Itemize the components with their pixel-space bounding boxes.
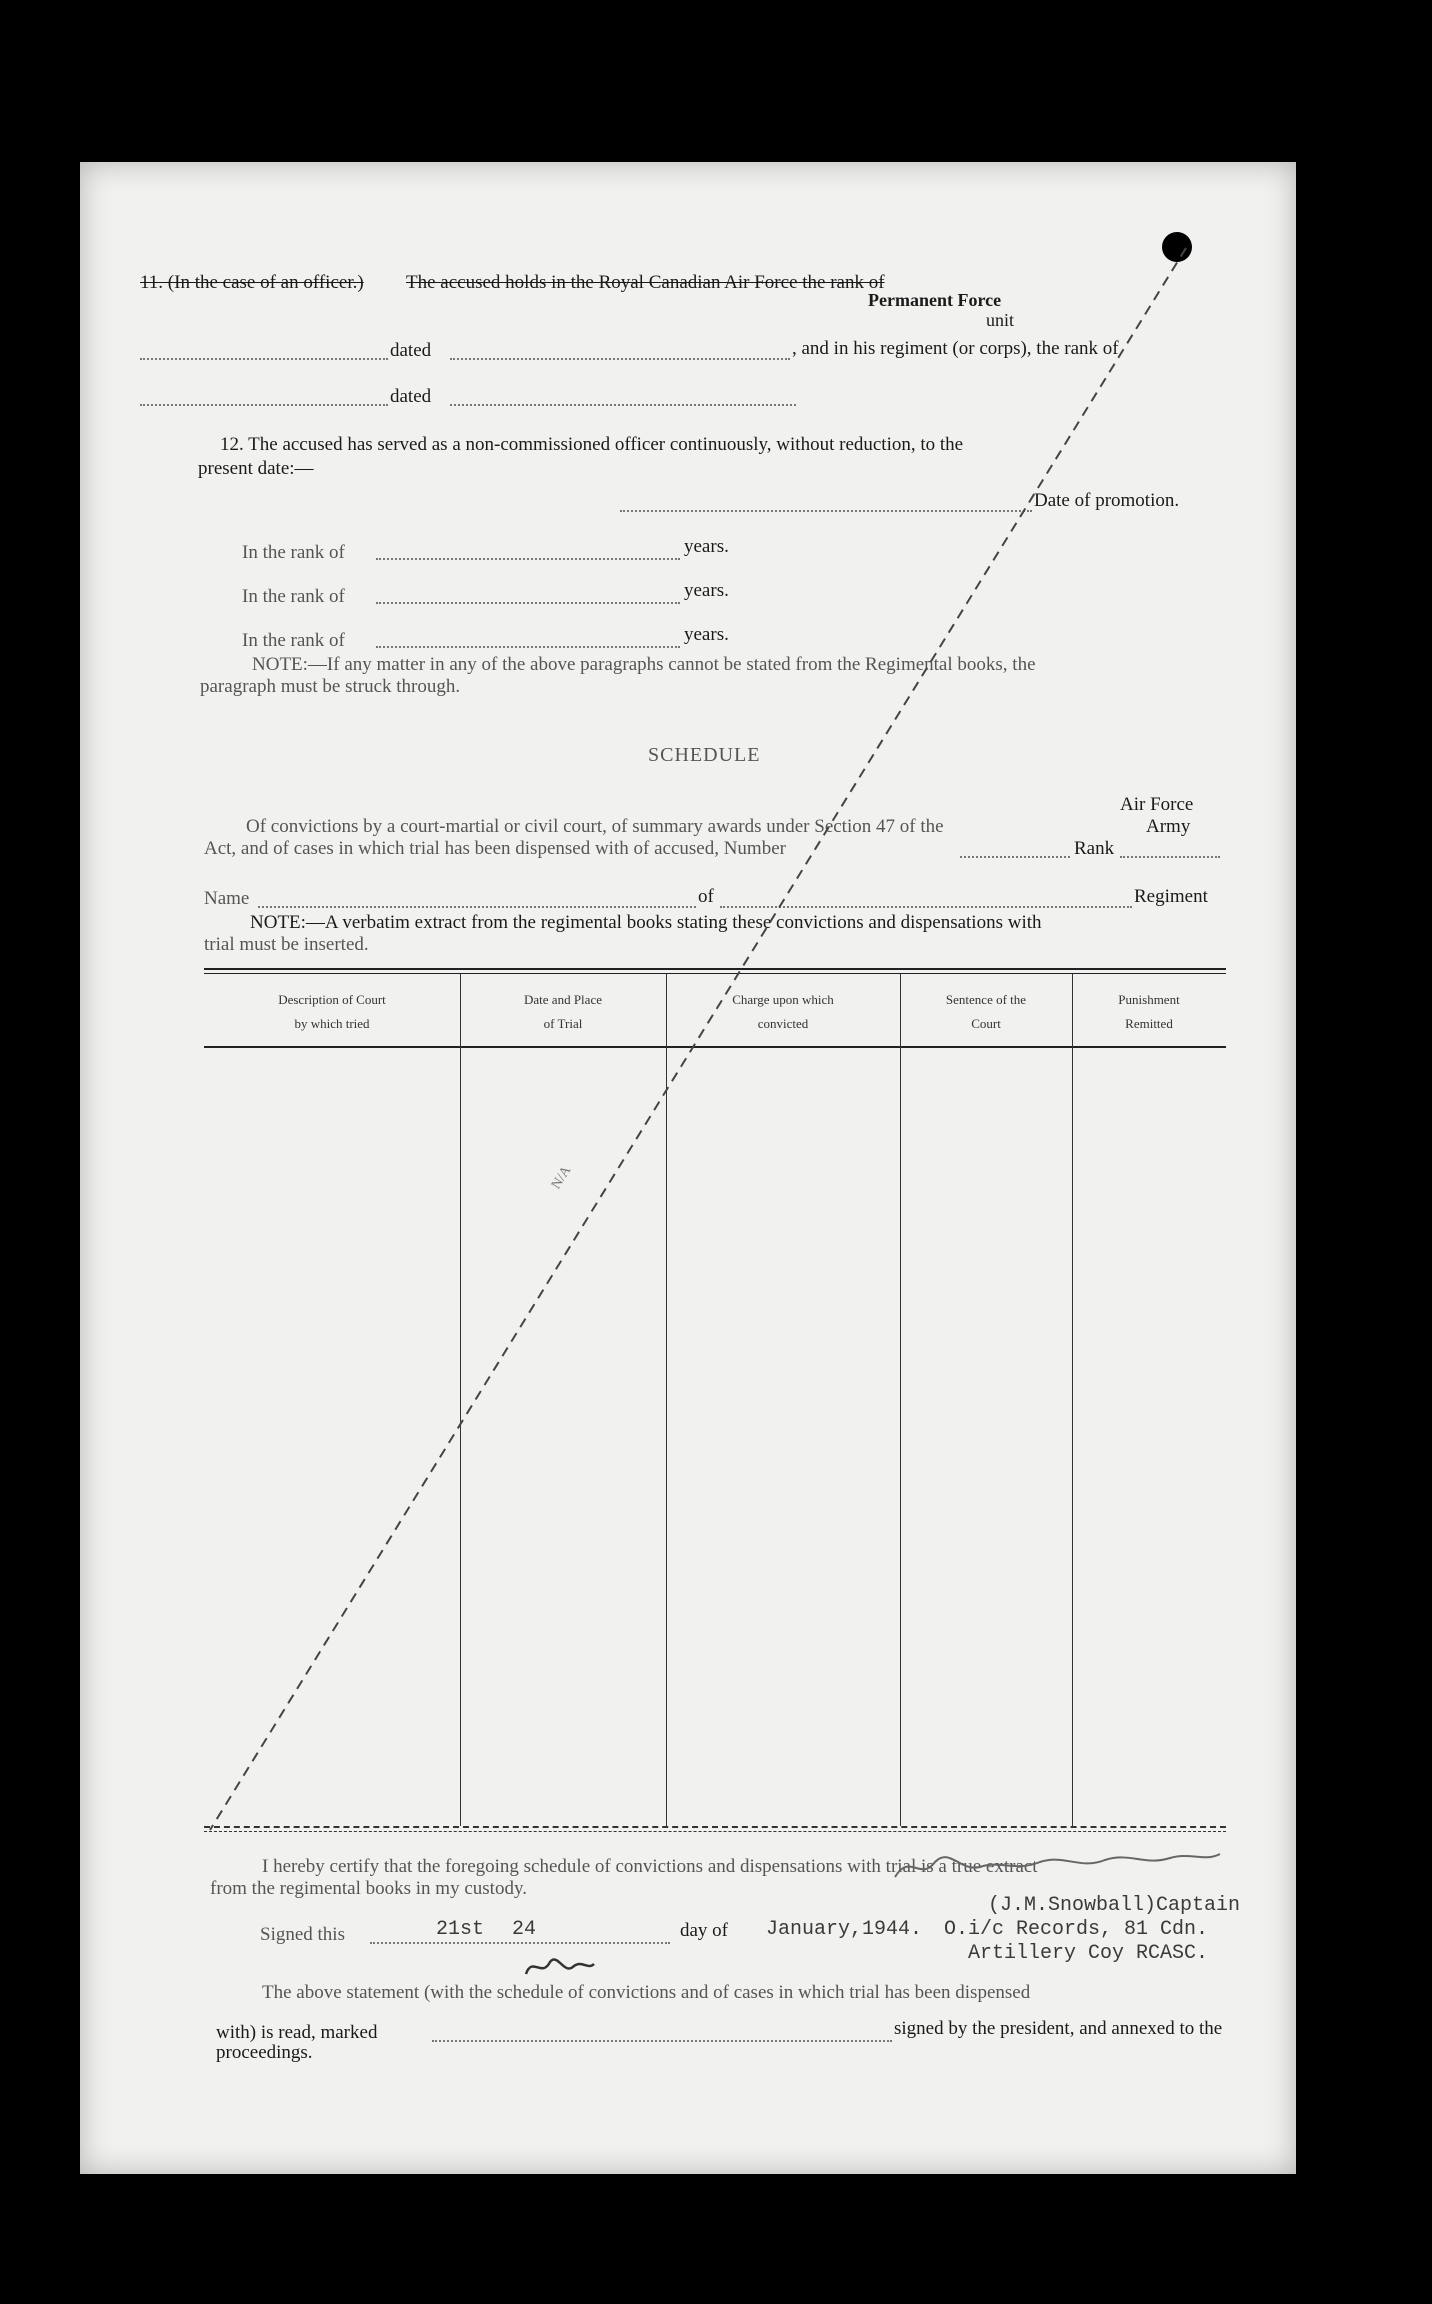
para12-line2: present date:— <box>198 458 314 479</box>
schedule-line1: Of convictions by a court-martial or civil court, of summary awards under Section 47 of the <box>246 816 944 837</box>
certify-line2: from the regimental books in my custody. <box>210 1878 527 1899</box>
para11-text: The accused holds in the Royal Canadian Air Force the rank of <box>406 272 885 293</box>
rank-label: In the rank of <box>242 542 345 563</box>
col-header-punishment-line2: Remitted <box>1125 1016 1173 1031</box>
statement-line3: proceedings. <box>216 2042 313 2063</box>
col-header-charge-line2: convicted <box>757 1016 809 1031</box>
certify-line1: I hereby certify that the foregoing schedule of convictions and dispensations with trial is a true extract <box>262 1856 1038 1877</box>
officer-name: (J.M.Snowball)Captain <box>988 1894 1241 1917</box>
document-page <box>80 162 1296 2174</box>
col-header-sentence-line1: Sentence of the <box>945 992 1027 1007</box>
date-of-promotion-label: Date of promotion. <box>1034 490 1180 511</box>
dotted-line <box>370 1942 670 1944</box>
dotted-line <box>432 2040 892 2042</box>
col-header-date-line2: of Trial <box>543 1016 583 1031</box>
years-label: years. <box>684 580 729 601</box>
rank-label: In the rank of <box>242 630 345 651</box>
air-force-label: Air Force <box>1120 794 1194 815</box>
day-of-label: day of <box>680 1920 729 1941</box>
note1-line2: paragraph must be struck through. <box>200 676 461 697</box>
regiment-label: Regiment <box>1134 886 1208 907</box>
name-label: Name <box>204 888 250 909</box>
statement-line1: The above statement (with the schedule of convictions and of cases in which trial has been dispensed <box>262 1982 1031 2003</box>
col-header-charge-line1: Charge upon which <box>732 992 834 1007</box>
na-mark: N/A <box>548 1163 575 1192</box>
note1-line1: NOTE:—If any matter in any of the above paragraphs cannot be stated from the Regimental books, the <box>252 654 1036 675</box>
unit-text: unit <box>986 310 1015 330</box>
signed-day-suffix: 24 <box>512 1918 537 1941</box>
signed-month-year: January,1944. <box>766 1918 923 1941</box>
col-header-date-line1: Date and Place <box>524 992 602 1007</box>
permanent-force-text: Permanent Force <box>868 290 1002 310</box>
officer-unit: Artillery Coy RCASC. <box>968 1942 1209 1965</box>
schedule-note-line2: trial must be inserted. <box>204 934 369 955</box>
years-label: years. <box>684 624 729 645</box>
dated-label: dated <box>390 340 432 361</box>
rank-label: In the rank of <box>242 586 345 607</box>
signed-day-value: 21st <box>436 1918 485 1941</box>
schedule-title: SCHEDULE <box>648 744 761 766</box>
col-header-court-line2: by which tried <box>294 1016 370 1031</box>
regiment-rank-text: , and in his regiment (or corps), the rank of <box>792 338 1119 359</box>
rank-field-label: Rank <box>1074 838 1115 859</box>
schedule-line2: Act, and of cases in which trial has been dispensed with of accused, Number <box>204 838 786 859</box>
col-header-punishment-line1: Punishment <box>1118 992 1180 1007</box>
col-header-court-line1: Description of Court <box>278 992 386 1007</box>
para11-lead: 11. (In the case of an officer.) <box>140 272 364 293</box>
dated-label-2: dated <box>390 386 432 407</box>
signed-this-label: Signed this <box>260 1924 345 1945</box>
col-header-sentence-line2: Court <box>971 1016 1001 1031</box>
para12-line1: 12. The accused has served as a non-commissioned officer continuously, without reduction, to the <box>220 434 964 455</box>
army-label: Army <box>1146 816 1191 837</box>
of-label: of <box>698 886 714 907</box>
statement-line2b: signed by the president, and annexed to the <box>894 2018 1223 2039</box>
officer-title: O.i/c Records, 81 Cdn. <box>944 1918 1209 1941</box>
schedule-note-line1: NOTE:—A verbatim extract from the regimental books stating these convictions and dispensations with <box>250 912 1042 933</box>
statement-line2a: with) is read, marked <box>216 2022 378 2043</box>
signature <box>890 1842 1230 1892</box>
years-label: years. <box>684 536 729 557</box>
